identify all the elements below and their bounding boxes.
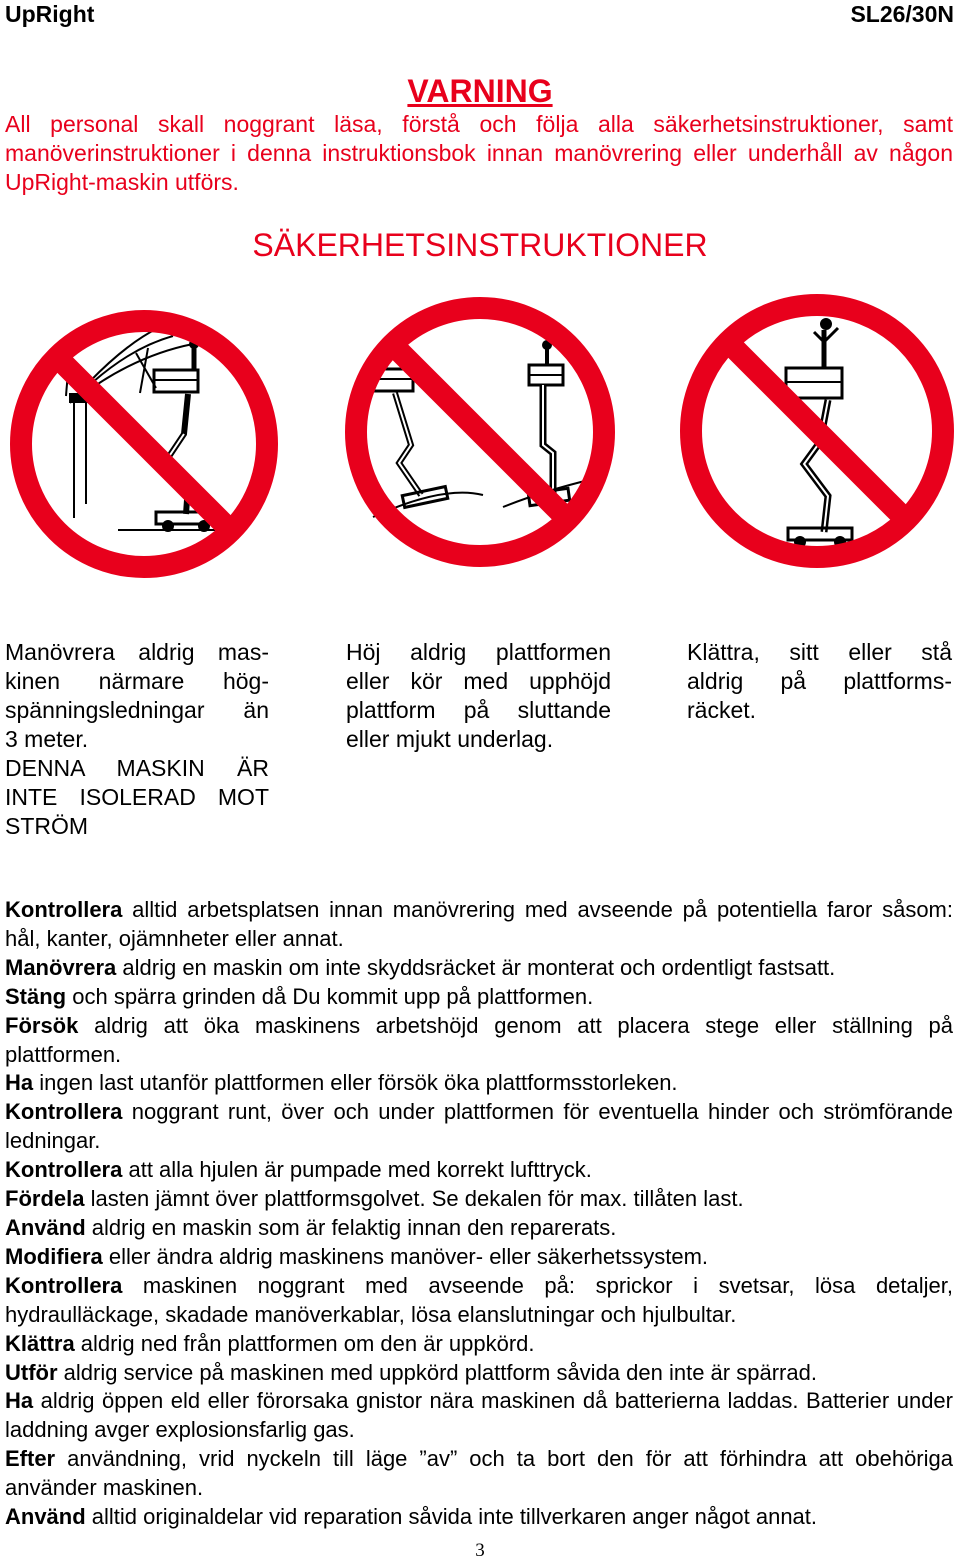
safety-rules-list [5,896,953,1532]
caption-line: aldrig på plattforms- [687,668,952,694]
rule-item [5,1503,953,1532]
rule-keyword: Kontrollera [5,1272,123,1298]
rule-text: alltid arbetsplatsen innan manövrering med avseende på potentiella faror såsom: hål, kanter, ojämnheter eller annat. [5,897,953,951]
rule-item [5,1012,953,1070]
warning-title: VARNING [407,73,553,109]
caption-line: eller mjukt underlag. [346,726,554,752]
rule-keyword: Ha [5,1070,34,1096]
rule-text: maskinen noggrant med avseende på: sprickor i svetsar, lösa detaljer, hydraulläckage, skadade manöverkablar, lösa elanslutningar och hjulbultar. [5,1272,953,1327]
rule-keyword: Kontrollera [5,1157,123,1183]
header-model: SL26/30N [850,1,954,27]
rule-keyword: Fördela [5,1186,85,1212]
rule-text: aldrig ned från plattformen om den är uppkörd. [74,1330,535,1356]
rule-keyword: Efter [5,1446,56,1472]
rule-text: aldrig att öka maskinens arbetshöjd genom att placera stege eller ställning på plattformen. [5,1012,953,1067]
rule-keyword: Använd [5,1214,86,1240]
rule-keyword: Utför [5,1359,58,1385]
rule-text: aldrig en maskin som är felaktig innan den reparerats. [85,1214,617,1240]
rule-keyword: Modifiera [5,1243,103,1269]
caption-line: Höj aldrig plattformen [346,639,611,665]
rule-item [5,896,953,954]
rule-keyword: Försök [5,1012,79,1038]
rule-text: aldrig service på maskinen med uppkörd plattform såvida den inte är spärrad. [57,1359,817,1385]
rule-text: aldrig öppen eld eller förorsaka gnistor nära maskinen då batterierna laddas. Batterier under laddning avger explosionsfarlig gas. [5,1388,953,1443]
caption-line: Klättra, sitt eller stå [687,639,952,665]
rule-item [5,954,953,983]
rule-text: eller ändra aldrig maskinens manöver- eller säkerhetssystem. [102,1243,709,1269]
caption-line: DENNA MASKIN ÄR [5,755,269,781]
caption-line: eller kör med upphöjd [346,668,611,694]
sign-caption-power-lines [5,638,269,841]
caption-line: kinen närmare hög- [5,668,269,694]
prohibited-climbing-railing-icon [678,292,956,570]
rule-keyword: Klättra [5,1330,75,1356]
sign-caption-climbing [687,638,952,725]
rule-text: noggrant runt, över och under plattformen för eventuella hinder och strömförande ledningar. [5,1099,953,1154]
rule-item [5,1069,953,1098]
rule-item [5,983,953,1012]
rule-item [5,1330,953,1359]
caption-line: STRÖM [5,813,89,839]
rule-keyword: Ha [5,1388,34,1414]
caption-line: 3 meter. [5,726,89,752]
caption-line: Manövrera aldrig mas- [5,639,269,665]
sign-caption-slope [346,638,611,754]
rule-text: alltid originaldelar vid reparation såvida inte tillverkaren anger något annat. [85,1504,818,1530]
rule-item [5,1272,953,1330]
rule-item [5,1185,953,1214]
rule-item [5,1387,953,1445]
caption-line: spänningsledningar än [5,697,269,723]
prohibited-power-lines-icon [8,308,280,580]
rule-text: ingen last utanför plattformen eller försök öka plattformsstorleken. [33,1070,678,1096]
prohibited-slope-icon [343,295,617,569]
rule-item [5,1098,953,1156]
safety-instructions-title: SÄKERHETSINSTRUKTIONER [252,227,708,263]
rule-item [5,1359,953,1388]
rule-text: och spärra grinden då Du kommit upp på plattformen. [66,983,594,1009]
rule-keyword: Använd [5,1504,86,1530]
rule-keyword: Stäng [5,983,67,1009]
caption-line: plattform på sluttande [346,697,611,723]
rule-keyword: Kontrollera [5,1099,123,1125]
rule-item [5,1156,953,1185]
rule-keyword: Kontrollera [5,897,123,922]
rule-text: aldrig en maskin om inte skyddsräcket är monterat och ordentligt fastsatt. [116,954,836,980]
rule-text: lasten jämnt över plattformsgolvet. Se dekalen för max. tillåten last. [84,1186,744,1212]
caption-line: INTE ISOLERAD MOT [5,784,269,810]
rule-keyword: Manövrera [5,954,117,980]
header-brand: UpRight [5,1,95,27]
rule-item [5,1214,953,1243]
rule-text: att alla hjulen är pumpade med korrekt lufttryck. [122,1157,592,1183]
rule-text: användning, vrid nyckeln till läge ”av” och ta bort den för att förhindra att obehöriga använder maskinen. [5,1446,953,1501]
warning-text: All personal skall noggrant läsa, förstå och följa alla säkerhetsinstruktioner, samt manöverinstruktioner i denna instruktionsbok innan manövrering eller underhåll av någon UpRight-maskin utförs. [5,111,953,195]
page-number: 3 [475,1540,485,1561]
caption-line: räcket. [687,697,757,723]
rule-item [5,1445,953,1503]
rule-item [5,1243,953,1272]
